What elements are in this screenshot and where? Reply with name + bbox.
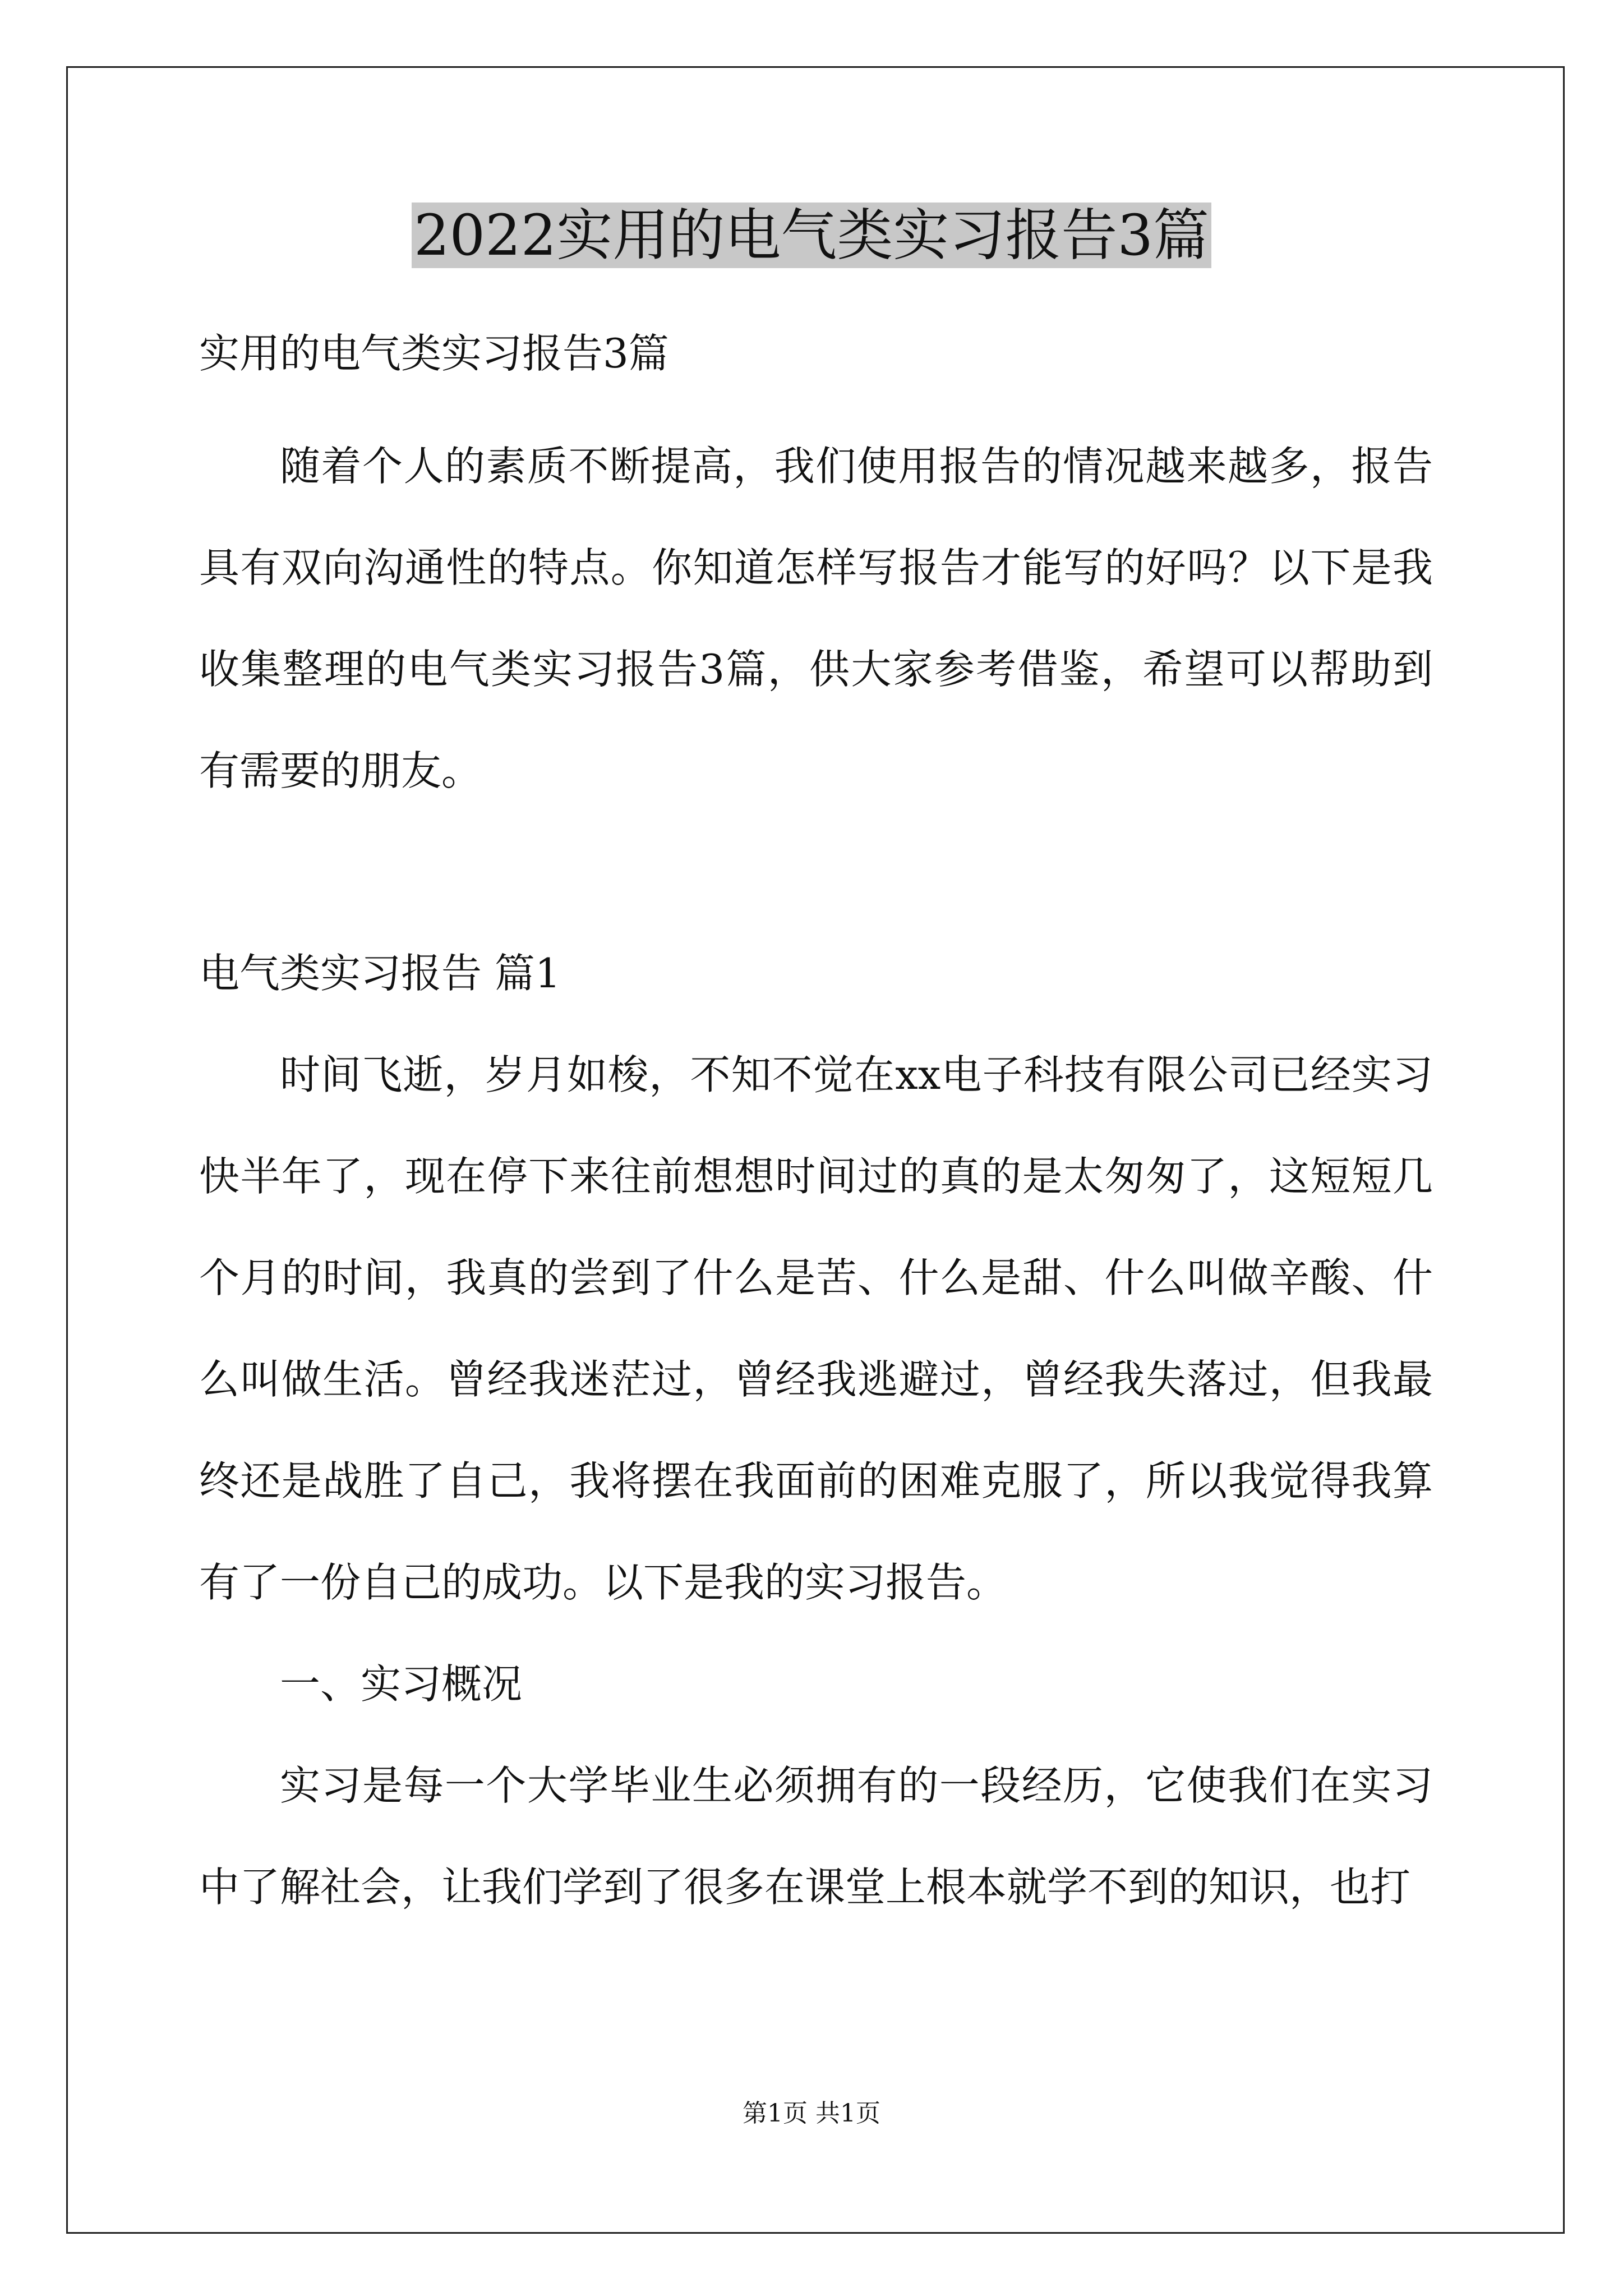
- document-title-text: 2022实用的电气类实习报告3篇: [412, 203, 1211, 268]
- spacer: [199, 822, 1433, 923]
- document-title: [0, 196, 1623, 275]
- spacer: [199, 404, 1433, 416]
- section-heading: 电气类实习报告 篇1: [199, 950, 561, 997]
- section-paragraph-1: 时间飞逝，岁月如梭，不知不觉在xx电子科技有限公司已经实习快半年了，现在停下来往前想想时间过的真的是太匆匆了，这短短几个月的时间，我真的尝到了什么是苦、什么是甜、什么叫做辛酸、什么叫做生活。曾经我迷茫过，曾经我逃避过，曾经我失落过，但我最终还是战胜了自己，我将摆在我面前的困难克服了，所以我觉得我算有了一份自己的成功。以下是我的实习报告。: [199, 1051, 1433, 1606]
- document-body: [199, 303, 1433, 1938]
- document-subtitle: 实用的电气类实习报告3篇: [199, 330, 669, 377]
- page-footer: 第1页 共1页: [743, 2099, 880, 2128]
- intro-paragraph: 随着个人的素质不断提高，我们使用报告的情况越来越多，报告具有双向沟通性的特点。你知道怎样写报告才能写的好吗？以下是我收集整理的电气类实习报告3篇，供大家参考借鉴，希望可以帮助到有需要的朋友。: [199, 443, 1433, 794]
- section-paragraph-2: 实习是每一个大学毕业生必须拥有的一段经历，它使我们在实习中了解社会，让我们学到了很多在课堂上根本就学不到的知识，也打: [199, 1762, 1433, 1911]
- section-subheading: 一、实习概况: [280, 1660, 523, 1708]
